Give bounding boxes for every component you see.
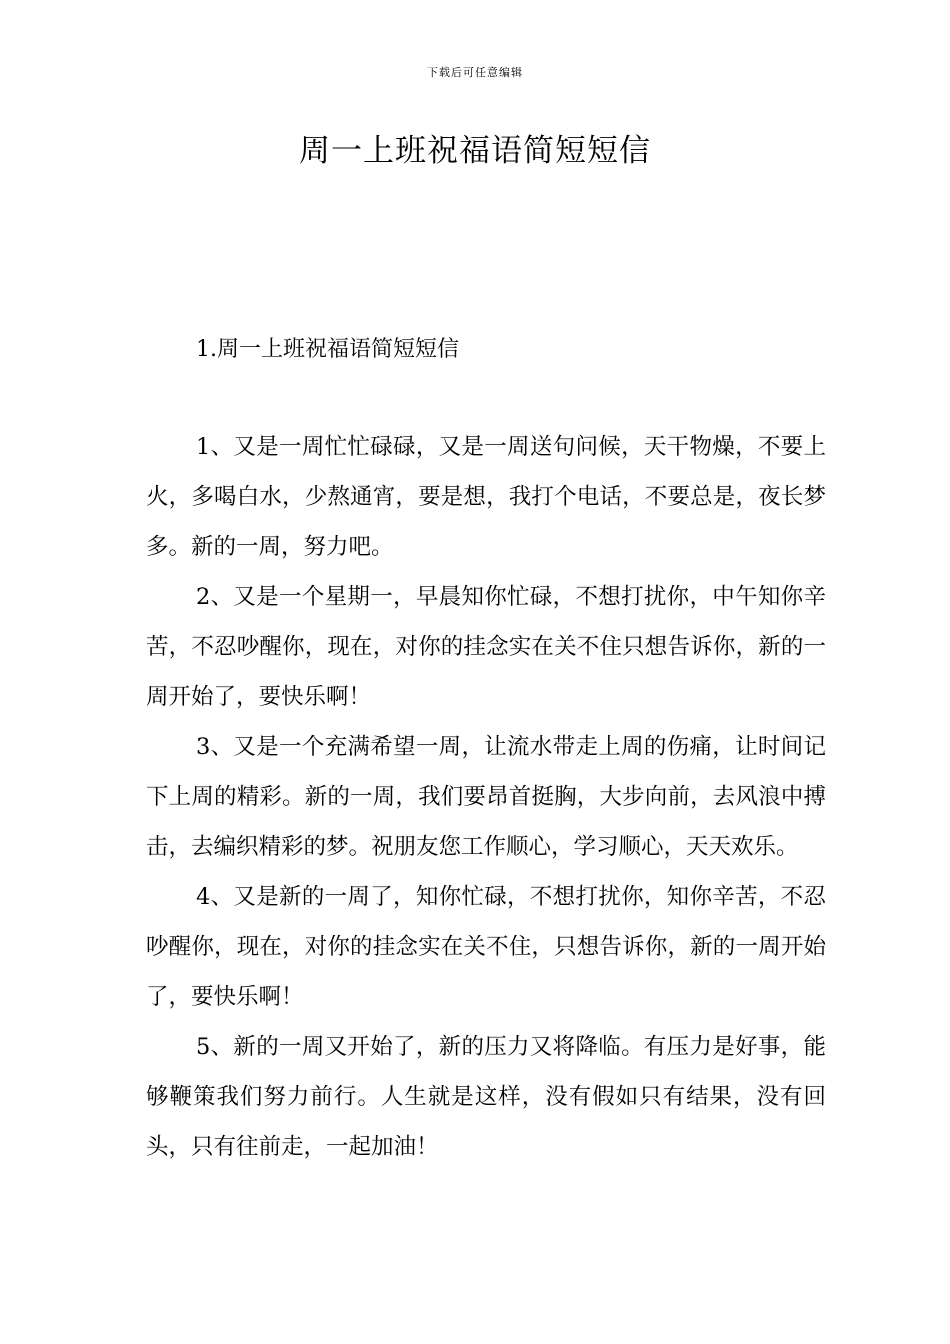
body-text	[146, 422, 826, 1172]
paragraph-5: 5、新的一周又开始了，新的压力又将降临。有压力是好事，能够鞭策我们努力前行。人生就是这样，没有假如只有结果，没有回头，只有往前走，一起加油！	[146, 1034, 826, 1160]
paragraph-2: 2、又是一个星期一，早晨知你忙碌，不想打扰你，中午知你辛苦，不忍吵醒你，现在，对你的挂念实在关不住只想告诉你，新的一周开始了，要快乐啊！	[146, 584, 826, 710]
paragraph-1: 1、又是一周忙忙碌碌，又是一周送句问候，天干物燥，不要上火，多喝白水，少熬通宵，要是想，我打个电话，不要总是，夜长梦多。新的一周，努力吧。	[146, 434, 826, 560]
header-note: 下载后可任意编辑	[427, 66, 523, 79]
section-heading: 1.周一上班祝福语简短短信	[196, 337, 459, 362]
paragraph-4: 4、又是新的一周了，知你忙碌，不想打扰你，知你辛苦，不忍吵醒你，现在，对你的挂念实在关不住，只想告诉你，新的一周开始了，要快乐啊！	[146, 884, 826, 1010]
document-title: 周一上班祝福语简短短信	[299, 133, 651, 169]
paragraph-3: 3、又是一个充满希望一周，让流水带走上周的伤痛，让时间记下上周的精彩。新的一周，我们要昂首挺胸，大步向前，去风浪中搏击，去编织精彩的梦。祝朋友您工作顺心，学习顺心，天天欢乐。	[146, 734, 826, 860]
